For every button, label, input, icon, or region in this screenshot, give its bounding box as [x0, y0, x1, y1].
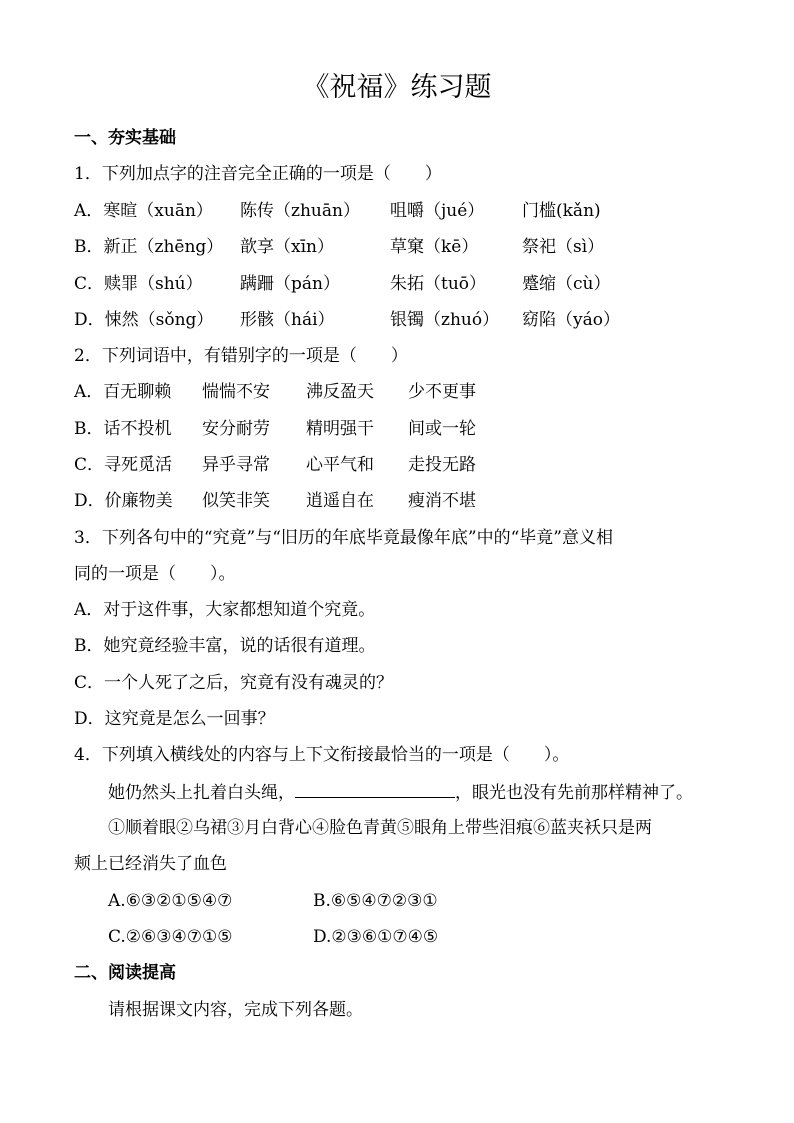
q4-passage-before: 她仍然头上扎着白头绳， — [108, 783, 295, 803]
q2-option-d-4: 瘦消不堪 — [408, 491, 476, 511]
q3-option-d: D．这究竟是怎么一回事？ — [74, 709, 275, 729]
q1-option-b-1: B．新正（zhēng） — [74, 237, 224, 257]
q2-option-b-2: 安分耐劳 — [202, 419, 270, 439]
q1-option-d-2: 形骸（hái） — [240, 310, 335, 330]
section1-heading: 一、夯实基础 — [74, 128, 176, 148]
q3-option-c: C．一个人死了之后，究竟有没有魂灵的？ — [74, 673, 394, 693]
q2-option-b-3: 精明强干 — [306, 419, 374, 439]
q4-items-line1: ①顺着眼②乌裙③月白背心④脸色青黄⑤眼角上带些泪痕⑥蓝夹袄只是两 — [108, 818, 652, 838]
q4-option-c: C.②⑥③④⑦①⑤ — [108, 927, 233, 947]
q2-option-a-1: A．百无聊赖 — [74, 382, 172, 402]
q4-passage — [108, 779, 693, 806]
q1-option-d-3: 银镯（zhuó） — [390, 310, 500, 330]
q2-option-c-2: 异乎寻常 — [202, 455, 270, 475]
q1-option-d-1: D．悚然（sǒng） — [74, 310, 214, 330]
q4-items-line2: 颊上已经消失了血色 — [74, 854, 227, 874]
q2-option-a-4: 少不更事 — [408, 382, 476, 402]
q2-option-d-2: 似笑非笑 — [202, 491, 270, 511]
q1-option-c-3: 朱拓（tuō） — [390, 274, 487, 294]
q1-option-b-4: 祭祀（sì） — [522, 237, 605, 257]
q2-option-c-4: 走投无路 — [408, 455, 476, 475]
q2-option-a-3: 沸反盈天 — [306, 382, 374, 402]
q1-option-c-2: 蹒跚（pán） — [240, 274, 340, 294]
q2-option-a-2: 惴惴不安 — [202, 382, 270, 402]
q1-option-c-1: C．赎罪（shú） — [74, 274, 203, 294]
q4-option-a: A.⑥③②①⑤④⑦ — [108, 891, 233, 911]
q3-option-a: A．对于这件事，大家都想知道个究竟。 — [74, 600, 376, 620]
answer-blank — [295, 779, 455, 798]
q2-option-b-1: B．话不投机 — [74, 419, 172, 439]
page-title: 《祝福》练习题 — [302, 72, 492, 103]
q1-option-d-4: 窈陷（yáo） — [522, 310, 620, 330]
section2-instruction: 请根据课文内容，完成下列各题。 — [108, 1000, 363, 1020]
q1-option-a-3: 咀嚼（jué） — [390, 201, 485, 221]
q4-stem: 4．下列填入横线处的内容与上下文衔接最恰当的一项是（ ）。 — [74, 745, 570, 765]
q2-option-c-1: C．寻死觅活 — [74, 455, 173, 475]
section2-heading: 二、阅读提高 — [74, 963, 176, 983]
q2-option-b-4: 间或一轮 — [408, 419, 476, 439]
q1-option-c-4: 蹙缩（cù） — [522, 274, 611, 294]
q2-option-d-3: 逍遥自在 — [306, 491, 374, 511]
q3-stem-line2: 同的一项是（ ）。 — [74, 564, 236, 584]
q1-option-b-3: 草窠（kē） — [390, 237, 479, 257]
q1-option-b-2: 歆享（xīn） — [240, 237, 334, 257]
q1-option-a-4: 门槛(kǎn) — [522, 201, 601, 221]
q2-option-d-1: D．价廉物美 — [74, 491, 173, 511]
q1-option-a-1: A．寒暄（xuān） — [74, 201, 213, 221]
q1-stem: 1．下列加点字的注音完全正确的一项是（ ） — [74, 164, 442, 184]
q1-option-a-2: 陈传（zhuān） — [240, 201, 360, 221]
q2-option-c-3: 心平气和 — [306, 455, 374, 475]
q3-option-b: B．她究竟经验丰富，说的话很有道理。 — [74, 636, 376, 656]
q4-passage-after: ，眼光也没有先前那样精神了。 — [455, 783, 693, 803]
q4-option-b: B.⑥⑤④⑦②③① — [313, 891, 438, 911]
q4-option-d: D.②③⑥①⑦④⑤ — [313, 927, 439, 947]
q2-stem: 2．下列词语中，有错别字的一项是（ ） — [74, 346, 408, 366]
q3-stem-line1: 3．下列各句中的“究竟”与“旧历的年底毕竟最像年底”中的“毕竟”意义相 — [74, 528, 613, 548]
